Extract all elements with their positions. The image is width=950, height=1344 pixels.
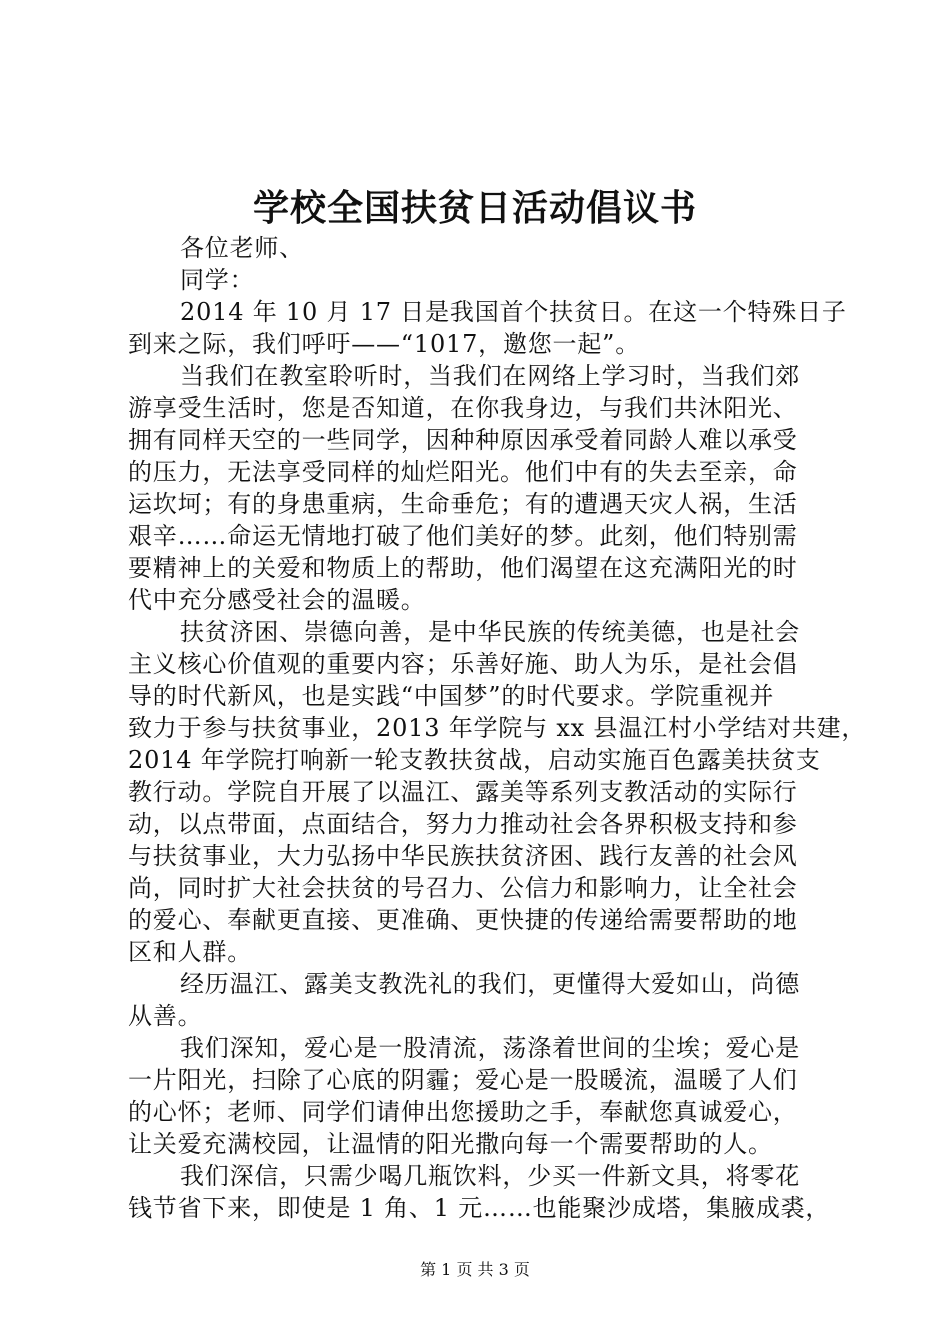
page-footer: 第 1 页 共 3 页 — [420, 1260, 530, 1279]
body-line: 扶贫济困、崇德向善，是中华民族的传统美德，也是社会 — [180, 618, 800, 646]
body-line: 到来之际，我们呼吁——“1017，邀您一起”。 — [128, 330, 641, 358]
body-line: 同学： — [180, 266, 255, 294]
body-line: 2014 年 10 月 17 日是我国首个扶贫日。在这一个特殊日子 — [180, 298, 847, 326]
body-line: 经历温江、露美支教洗礼的我们，更懂得大爱如山，尚德 — [180, 970, 800, 998]
body-line: 致力于参与扶贫事业，2013 年学院与 xx 县温江村小学结对共建， — [128, 714, 867, 742]
body-line: 的心怀；老师、同学们请伸出您援助之手，奉献您真诚爱心， — [128, 1098, 798, 1126]
body-line: 拥有同样天空的一些同学，因种种原因承受着同龄人难以承受 — [128, 426, 798, 454]
document-title: 学校全国扶贫日活动倡议书 — [252, 187, 697, 229]
body-line: 代中充分感受社会的温暖。 — [128, 586, 426, 614]
body-line: 钱节省下来，即使是 1 角、1 元……也能聚沙成塔，集腋成裘， — [128, 1194, 831, 1222]
body-line: 艰辛……命运无情地打破了他们美好的梦。此刻，他们特别需 — [128, 522, 798, 550]
body-line: 当我们在教室聆听时，当我们在网络上学习时，当我们郊 — [180, 362, 800, 390]
body-line: 各位老师、 — [180, 234, 304, 262]
body-line: 教行动。学院自开展了以温江、露美等系列支教活动的实际行 — [128, 778, 798, 806]
body-line: 2014 年学院打响新一轮支教扶贫战，启动实施百色露美扶贫支 — [128, 746, 821, 774]
body-line: 尚，同时扩大社会扶贫的号召力、公信力和影响力，让全社会 — [128, 874, 798, 902]
body-line: 运坎坷；有的身患重病，生命垂危；有的遭遇天灾人祸，生活 — [128, 490, 798, 518]
body-line: 与扶贫事业，大力弘扬中华民族扶贫济困、践行友善的社会风 — [128, 842, 798, 870]
body-line: 的压力，无法享受同样的灿烂阳光。他们中有的失去至亲，命 — [128, 458, 798, 486]
body-line: 的爱心、奉献更直接、更准确、更快捷的传递给需要帮助的地 — [128, 906, 798, 934]
body-line: 动，以点带面，点面结合，努力力推动社会各界积极支持和参 — [128, 810, 798, 838]
body-line: 游享受生活时，您是否知道，在你我身边，与我们共沐阳光、 — [128, 394, 798, 422]
body-line: 从善。 — [128, 1002, 203, 1030]
body-line: 一片阳光，扫除了心底的阴霾；爱心是一股暖流，温暖了人们 — [128, 1066, 798, 1094]
document-body — [128, 232, 867, 1224]
body-line: 区和人群。 — [128, 938, 252, 966]
body-line: 要精神上的关爱和物质上的帮助，他们渴望在这充满阳光的时 — [128, 554, 798, 582]
body-line: 主义核心价值观的重要内容；乐善好施、助人为乐，是社会倡 — [128, 650, 798, 678]
body-line: 让关爱充满校园，让温情的阳光撒向每一个需要帮助的人。 — [128, 1130, 773, 1158]
body-line: 我们深信，只需少喝几瓶饮料，少买一件新文具，将零花 — [180, 1162, 800, 1190]
body-line: 我们深知，爱心是一股清流，荡涤着世间的尘埃；爱心是 — [180, 1034, 800, 1062]
body-line: 导的时代新风，也是实践“中国梦”的时代要求。学院重视并 — [128, 682, 775, 710]
